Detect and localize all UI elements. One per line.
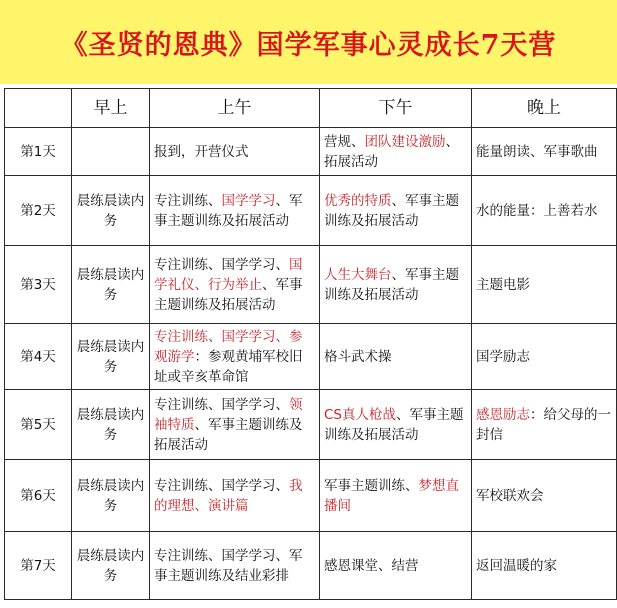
morning-cell [150, 390, 320, 460]
early-cell: 晨练晨读内务 [72, 324, 150, 390]
day-cell: 第6天 [5, 460, 72, 532]
activity-text: ：参观黄埔军校旧址或辛亥革命馆 [154, 348, 303, 385]
activity-text: 专注训练、国学学习、 [154, 256, 289, 273]
schedule-row [5, 176, 617, 246]
activity-text: 国学礼仪、行为举止 [154, 256, 303, 293]
activity-text: 国学学习 [221, 192, 276, 209]
activity-text: 、拓展活动 [324, 133, 459, 170]
activity-text: 、军事主题训练及拓展活动 [324, 406, 464, 443]
activity-text: ：给父母的一封信 [476, 406, 611, 443]
header-evening: 晚上 [472, 89, 617, 128]
activity-text: 、军事主题训练及拓展活动 [324, 266, 459, 303]
afternoon-cell [320, 532, 472, 600]
morning-cell [150, 128, 320, 176]
morning-cell [150, 176, 320, 246]
schedule-row [5, 324, 617, 390]
activity-text: 、军事主题训练及拓展活动 [154, 276, 303, 313]
schedule-table [4, 88, 617, 600]
morning-cell [150, 532, 320, 600]
evening-cell: 水的能量：上善若水 [472, 176, 617, 246]
afternoon-cell [320, 390, 472, 460]
schedule-row [5, 246, 617, 324]
activity-text: 专注训练、 [154, 192, 222, 209]
morning-cell [150, 324, 320, 390]
morning-cell [150, 246, 320, 324]
page-title: 《圣贤的恩典》国学军事心灵成长7天营 [60, 29, 557, 61]
header-corner [5, 89, 72, 128]
activity-text: 、军事主题训练及拓展活动 [154, 416, 303, 453]
activity-text: 优秀的特质 [324, 192, 392, 209]
early-cell [72, 128, 150, 176]
early-cell: 晨练晨读内务 [72, 532, 150, 600]
evening-cell: 国学励志 [472, 324, 617, 390]
morning-cell [150, 460, 320, 532]
day-cell: 第4天 [5, 324, 72, 390]
header-early: 早上 [72, 89, 150, 128]
evening-cell: 能量朗读、军事歌曲 [472, 128, 617, 176]
day-cell: 第3天 [5, 246, 72, 324]
activity-text: 人生大舞台 [324, 266, 392, 283]
schedule-row [5, 460, 617, 532]
activity-text: 、军事主题训练及拓展活动 [324, 192, 459, 229]
activity-text: 梦想直播间 [324, 477, 459, 514]
day-cell: 第2天 [5, 176, 72, 246]
afternoon-cell [320, 246, 472, 324]
activity-text: 营规、 [324, 133, 365, 150]
early-cell: 晨练晨读内务 [72, 460, 150, 532]
afternoon-cell [320, 460, 472, 532]
afternoon-cell [320, 128, 472, 176]
schedule-row [5, 532, 617, 600]
evening-cell: 军校联欢会 [472, 460, 617, 532]
day-cell: 第1天 [5, 128, 72, 176]
evening-cell: 主题电影 [472, 246, 617, 324]
evening-cell: 返回温暖的家 [472, 532, 617, 600]
activity-text: 感恩励志 [476, 406, 530, 423]
header-morning: 上午 [150, 89, 320, 128]
activity-text: 感恩课堂、结营 [324, 557, 419, 574]
activity-text: 我的理想、演讲篇 [154, 477, 303, 514]
afternoon-cell [320, 176, 472, 246]
activity-text: 专注训练、国学学习、参观游学 [154, 328, 303, 365]
header-afternoon: 下午 [320, 89, 472, 128]
activity-text: 专注训练、国学学习、 [154, 477, 289, 494]
day-cell: 第7天 [5, 532, 72, 600]
activity-text: 、军事主题训练及拓展活动 [154, 192, 303, 229]
schedule-row [5, 128, 617, 176]
activity-text: 专注训练、国学学习、 [154, 396, 289, 413]
title-banner [0, 0, 617, 84]
activity-text: 领袖特质 [154, 396, 303, 433]
activity-text: 报到，开营仪式 [154, 143, 249, 160]
activity-text: 团队建设激励 [364, 133, 446, 150]
activity-text: 军事主题训练、 [324, 477, 419, 494]
early-cell: 晨练晨读内务 [72, 176, 150, 246]
header-row [5, 89, 617, 128]
early-cell: 晨练晨读内务 [72, 246, 150, 324]
evening-cell [472, 390, 617, 460]
schedule-row [5, 390, 617, 460]
activity-text: CS真人枪战 [324, 406, 396, 423]
activity-text: 专注训练、国学学习、军事主题训练及结业彩排 [154, 547, 303, 584]
activity-text: 格斗武术操 [324, 348, 392, 365]
early-cell: 晨练晨读内务 [72, 390, 150, 460]
day-cell: 第5天 [5, 390, 72, 460]
afternoon-cell [320, 324, 472, 390]
